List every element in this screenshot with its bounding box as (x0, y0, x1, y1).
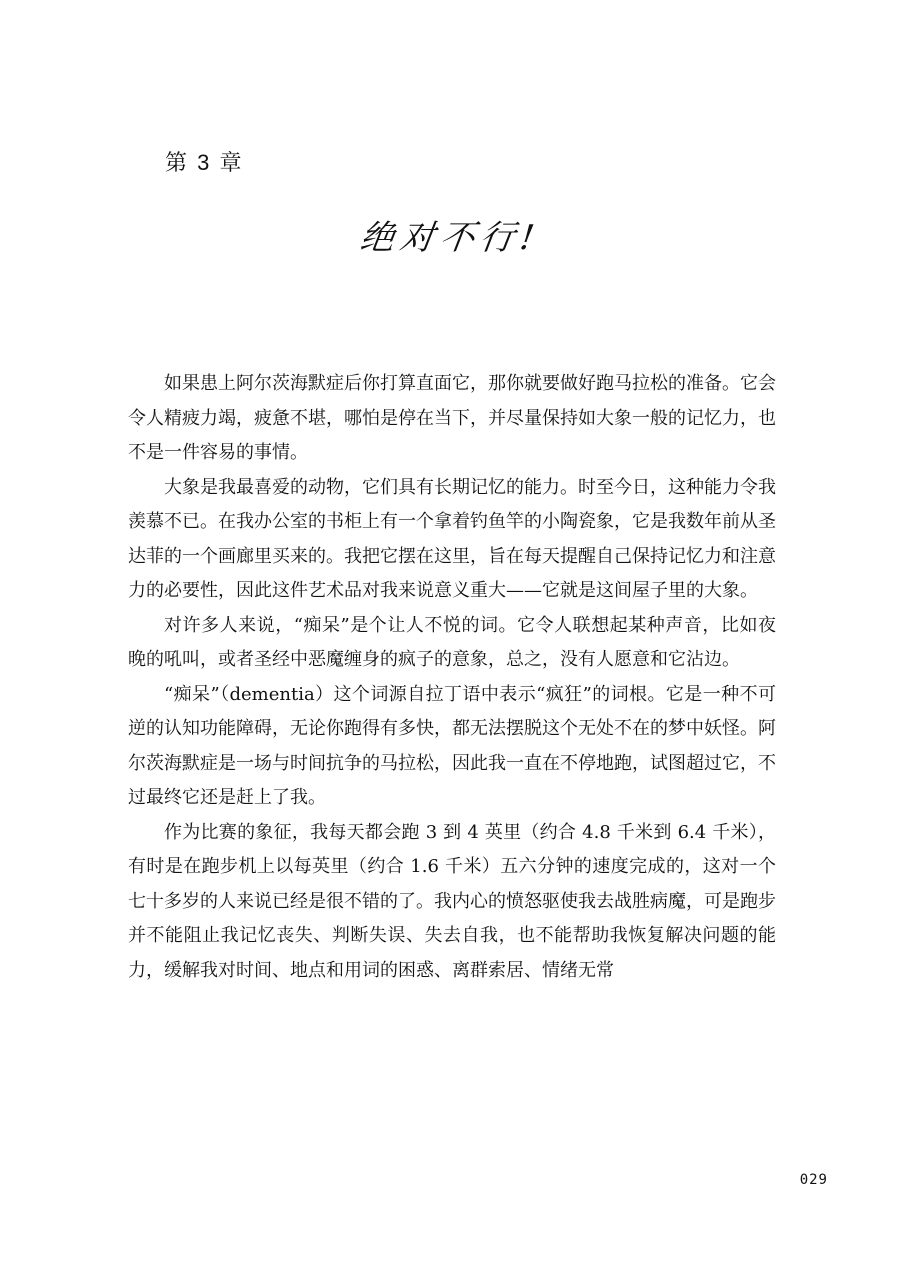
page-number: 029 (799, 1172, 828, 1188)
body-text (128, 367, 776, 988)
paragraph: 如果患上阿尔茨海默症后你打算直面它，那你就要做好跑马拉松的准备。它会令人精疲力竭，疲惫不堪，哪怕是停在当下，并尽量保持如大象一般的记忆力，也不是一件容易的事情。 (128, 373, 776, 463)
paragraph: “痴呆”（dementia）这个词源自拉丁语中表示“疯狂”的词根。它是一种不可逆的认知功能障碍，无论你跑得有多快，都无法摆脱这个无处不在的梦中妖怪。阿尔茨海默症是一场与时间抗争的马拉松，因此我一直在不停地跑，试图超过它，不过最终它还是赶上了我。 (128, 683, 776, 808)
chapter-title: 绝对不行! (357, 218, 543, 258)
chapter-number: 第 3 章 (165, 150, 244, 175)
paragraph: 对许多人来说，“痴呆”是个让人不悦的词。它令人联想起某种声音，比如夜晚的吼叫，或者圣经中恶魔缠身的疯子的意象，总之，没有人愿意和它沾边。 (128, 614, 776, 670)
paragraph: 作为比赛的象征，我每天都会跑 3 到 4 英里（约合 4.8 千米到 6.4 千米），有时是在跑步机上以每英里（约合 1.6 千米）五六分钟的速度完成的，这对一个七十多岁的人来说已经是很不错的了。我内心的愤怒驱使我去战胜病魔，可是跑步并不能阻止我记忆丧失、判断失误、失去自我，也不能帮助我恢复解决问题的能力，缓解我对时间、地点和用词的困惑、离群索居、情绪无常 (128, 821, 776, 981)
paragraph: 大象是我最喜爱的动物，它们具有长期记忆的能力。时至今日，这种能力令我羡慕不已。在我办公室的书柜上有一个拿着钓鱼竿的小陶瓷象，它是我数年前从圣达菲的一个画廊里买来的。我把它摆在这里，旨在每天提醒自己保持记忆力和注意力的必要性，因此这件艺术品对我来说意义重大——它就是这间屋子里的大象。 (128, 476, 776, 601)
